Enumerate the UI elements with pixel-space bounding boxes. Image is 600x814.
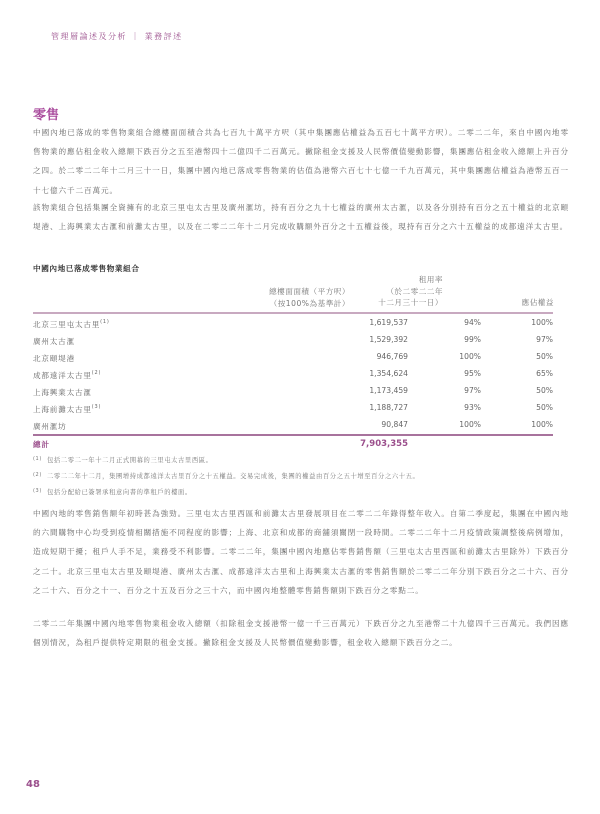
row-occupancy: 100% xyxy=(459,420,481,429)
footnote-ref: (3) xyxy=(91,404,102,410)
footnote-ref: (1) xyxy=(100,319,110,325)
row-interest: 97% xyxy=(536,335,553,344)
table-title: 中國內地已落成零售物業組合 xyxy=(33,264,140,273)
total-label: 總計 xyxy=(33,440,50,449)
paragraph-4: 二零二二年集團中國內地零售物業租金收入總額（扣除租金支援港幣一億一千三百萬元）下跌百分之九至港幣二十九億四千三百萬元。我們因應個別情況，為租戶提供特定期限的租金支援。撇除租金支援及人民幣價值變動影響，租金收入總額下跌百分之二。 xyxy=(33,619,569,648)
row-gfa: 1,619,537 xyxy=(369,318,408,327)
row-occupancy: 94% xyxy=(464,318,481,327)
row-name xyxy=(33,416,67,435)
header-occupancy-line2: （於二零二二年 xyxy=(386,286,443,296)
paragraph-1: 中國內地已落成的零售物業組合總樓面面積合共為七百九十萬平方呎（其中集團應佔權益為五百七十萬平方呎）。二零二二年，來自中國內地零售物業的應佔租金收入總額下跌百分之五至港幣四十二億四千二百萬元。撇除租金支援及人民幣價值變動影響，集團應佔租金收入總額上升百分之四。於二零二二年十二月三十一日，集團中國內地已落成零售物業的估值為港幣六百七十七億一千九百萬元，其中集團應佔權益為港幣五百一十七億六千二百萬元。 xyxy=(33,128,569,195)
row-interest: 50% xyxy=(536,386,553,395)
footnote xyxy=(33,469,569,485)
row-gfa: 1,188,727 xyxy=(369,403,408,412)
header-gfa-line2: （按100%為基準計） xyxy=(269,298,350,308)
header-gfa xyxy=(230,286,350,309)
table-row xyxy=(33,314,553,331)
footnote-number: (3) xyxy=(33,487,42,494)
footnote xyxy=(33,453,569,469)
row-name-text: 廣州太古滙 xyxy=(33,337,75,346)
row-occupancy: 100% xyxy=(459,352,481,361)
table-row xyxy=(33,382,553,399)
row-name-text: 上海興業太古滙 xyxy=(33,388,92,397)
row-gfa: 1,354,624 xyxy=(369,369,408,378)
breadcrumb: 管理層論述及分析 ｜ 業務評述 xyxy=(51,32,183,41)
section-title: 零售 xyxy=(33,108,60,123)
total-gfa: 7,903,355 xyxy=(360,439,408,449)
header-occupancy-line1: 租用率 xyxy=(418,275,443,284)
row-name-text: 廣州滙坊 xyxy=(33,422,67,431)
row-occupancy: 93% xyxy=(464,403,481,412)
row-gfa: 90,847 xyxy=(381,420,408,429)
row-name-text: 北京三里屯太古里 xyxy=(33,320,101,329)
row-name-text: 成都遠洋太古里 xyxy=(33,371,92,380)
row-interest: 100% xyxy=(531,318,553,327)
footnote-text: 二零二二年十二月，集團增持成都遠洋太古里百分之十五權益。交易完成後，集團的權益由百分之五十增至百分之六十五。 xyxy=(47,472,420,480)
row-interest: 65% xyxy=(536,369,553,378)
table-row xyxy=(33,331,553,348)
row-interest: 100% xyxy=(531,420,553,429)
row-occupancy: 99% xyxy=(464,335,481,344)
row-interest: 50% xyxy=(536,352,553,361)
header-occupancy xyxy=(360,274,443,309)
table-total-row xyxy=(33,436,553,453)
header-interest: 應佔權益 xyxy=(521,298,554,307)
footnotes xyxy=(33,453,569,500)
paragraph-2: 該物業組合包括集團全資擁有的北京三里屯太古里及廣州滙坊，持有百分之九十七權益的廣州太古滙，以及各分別持有百分之五十權益的北京頤堤港、上海興業太古滙和前灘太古里，以及在二零二二年十二月完成收購額外百分之十五權益後，現持有百分之六十五權益的成都遠洋太古里。 xyxy=(33,203,569,232)
row-gfa: 1,529,392 xyxy=(369,335,408,344)
header-occupancy-line3: 十二月三十一日） xyxy=(378,298,443,307)
row-gfa: 946,769 xyxy=(376,352,408,361)
table-row xyxy=(33,416,553,433)
header-gfa-line1: 總樓面面積（平方呎） xyxy=(269,287,350,296)
table-row xyxy=(33,365,553,382)
paragraph-3: 中國內地的零售銷售額年初時甚為強勁。三里屯太古里西區和前灘太古里發展項目在二零二二年錄得整年收入。自第二季度起，集團在中國內地的六間購物中心均受到疫情相關措施不同程度的影響；上海、北京和成都的商舖須關閉一段時間。二零二二年十二月疫情政策調整後病例增加，造成短期干擾；租戶人手不足，業務受不利影響。二零二二年，集團中國內地應佔零售銷售額（三里屯太古里西區和前灘太古里除外）下跌百分之二十。北京三里屯太古里及頤堤港、廣州太古滙、成都遠洋太古里和上海興業太古滙的零售銷售額於二零二二年分別下跌百分之二十六、百分之二十六、百分之十一、百分之十五及百分之三十六，而中國內地整體零售銷售額則下跌百分之零點二。 xyxy=(33,509,569,595)
row-interest: 50% xyxy=(536,403,553,412)
table-row xyxy=(33,399,553,416)
footnote-text: 包括二零二一年十二月正式開幕的三里屯太古里西區。 xyxy=(47,457,213,464)
table-row xyxy=(33,348,553,365)
row-name-text: 上海前灘太古里 xyxy=(33,405,92,414)
footnote xyxy=(33,485,569,501)
page-number: 48 xyxy=(26,779,40,790)
footnote-ref: (2) xyxy=(91,370,102,376)
row-occupancy: 97% xyxy=(464,386,481,395)
row-name-text: 北京頤堤港 xyxy=(33,354,75,363)
footnote-number: (1) xyxy=(33,456,42,462)
footnote-number: (2) xyxy=(33,471,42,478)
footnote-text: 包括分配給已簽署承租意向書的準租戶的樓面。 xyxy=(47,488,192,496)
row-gfa: 1,173,459 xyxy=(369,386,408,395)
row-occupancy: 95% xyxy=(464,369,481,378)
